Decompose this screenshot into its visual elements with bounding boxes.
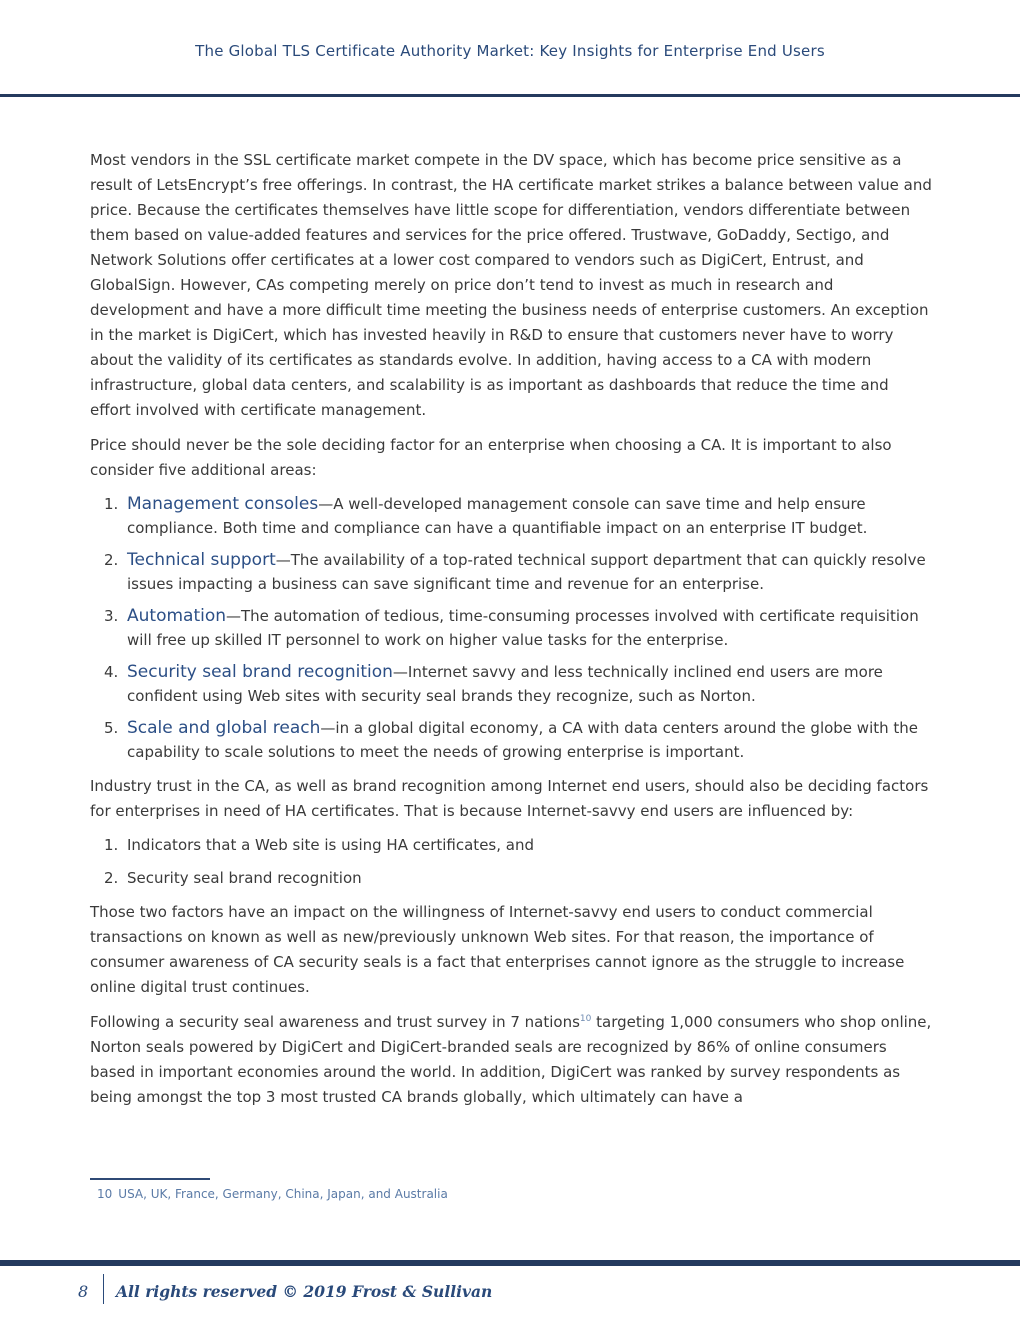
list-item: [90, 717, 932, 764]
term-management-consoles: Management consoles: [127, 494, 319, 514]
list-number: 4.: [104, 663, 119, 681]
list-item-text: —A well-developed management console can save time and help ensure compliance. Both time and compliance can have a quantifiable impact on an enterprise IT budget.: [127, 495, 868, 537]
list-item: [90, 834, 932, 858]
paragraph-industry-trust: Industry trust in the CA, as well as brand recognition among Internet end users, should also be deciding factors for enterprises in need of HA certificates. That is because Internet-savvy end users are influenced by:: [90, 777, 929, 820]
list-number: 5.: [104, 719, 119, 737]
paragraph-survey: [90, 1010, 932, 1110]
list-item-text: —The availability of a top-rated technical support department that can quickly resolve issues impacting a business can save significant time and revenue for an enterprise.: [127, 551, 926, 593]
page-number: 8: [78, 1282, 89, 1301]
footnote-reference[interactable]: 10: [579, 1014, 592, 1024]
footnote: [97, 1187, 448, 1201]
footnote-number: 10: [97, 1187, 113, 1201]
footnote-divider: [90, 1178, 210, 1180]
copyright-notice: All rights reserved © 2019 Frost & Sullivan: [116, 1282, 493, 1301]
paragraph-market-overview: Most vendors in the SSL certificate market compete in the DV space, which has become price sensitive as a result of LetsEncrypt’s free offerings. In contrast, the HA certificate market strikes a balance between value and price. Because the certificates themselves have little scope for differentiation, vendors differentiate between them based on value-added features and services for the price offered. Trustwave, GoDaddy, Sectigo, and Network Solutions offer certificates at a lower cost compared to vendors such as DigiCert, Entrust, and GlobalSign. However, CAs competing merely on price don’t tend to invest as much in research and development and have a more difficult time meeting the business needs of enterprise customers. An exception in the market is DigiCert, which has invested heavily in R&D to ensure that customers never have to worry about the validity of its certificates as standards evolve. In addition, having access to a CA with modern infrastructure, global data centers, and scalability is as important as dashboards that reduce the time and effort involved with certificate management.: [90, 151, 932, 419]
list-number: 1.: [104, 836, 119, 854]
list-item: [90, 661, 932, 708]
list-number: 1.: [104, 495, 119, 513]
list-item-text: —Internet savvy and less technically inclined end users are more confident using Web sites with security seal brands they recognize, such as Norton.: [127, 663, 883, 705]
term-security-seal: Security seal brand recognition: [127, 662, 393, 682]
list-number: 2.: [104, 868, 119, 887]
paragraph-price-factor: Price should never be the sole deciding factor for an enterprise when choosing a CA. It is important to also consider five additional areas:: [90, 436, 892, 479]
list-item-text: —in a global digital economy, a CA with data centers around the globe with the capability to scale solutions to meet the needs of growing enterprise is important.: [127, 719, 919, 761]
additional-areas-list: [90, 493, 932, 764]
list-item-text: —The automation of tedious, time-consuming processes involved with certificate requisition will free up skilled IT personnel to work on higher value tasks for the enterprise.: [127, 607, 919, 649]
list-item: [90, 493, 932, 540]
footer-divider: [103, 1274, 104, 1304]
term-scale-global-reach: Scale and global reach: [127, 718, 321, 738]
list-item: [90, 549, 932, 596]
survey-text-start: Following a security seal awareness and trust survey in 7 nations: [90, 1013, 580, 1031]
footnote-text: USA, UK, France, Germany, China, Japan, and Australia: [118, 1187, 448, 1201]
header-title: The Global TLS Certificate Authority Market: Key Insights for Enterprise End Users: [195, 42, 825, 60]
list-item-text: Security seal brand recognition: [127, 868, 362, 887]
list-item: [90, 867, 932, 891]
list-number: 2.: [104, 551, 119, 569]
term-automation: Automation: [127, 606, 227, 626]
page-header: [0, 0, 1020, 97]
list-number: 3.: [104, 607, 119, 625]
list-item-text: Indicators that a Web site is using HA certificates, and: [127, 836, 534, 854]
footer-bar: [0, 1260, 1020, 1266]
main-content: [90, 148, 932, 1120]
survey-text-end: targeting 1,000 consumers who shop online, Norton seals powered by DigiCert and DigiCert-branded seals are recognized by 86% of online consumers based in important economies around the world. In addition, DigiCert was ranked by survey respondents as being amongst the top 3 most trusted CA brands globally, which ultimately can have a: [90, 1013, 932, 1106]
term-technical-support: Technical support: [127, 550, 276, 570]
paragraph-two-factors: Those two factors have an impact on the willingness of Internet-savvy end users to conduct commercial transactions on known as well as new/previously unknown Web sites. For that reason, the importance of consumer awareness of CA security seals is a fact that enterprises cannot ignore as the struggle to increase online digital trust continues.: [90, 903, 905, 996]
list-item: [90, 605, 932, 652]
influences-list: [90, 834, 932, 890]
